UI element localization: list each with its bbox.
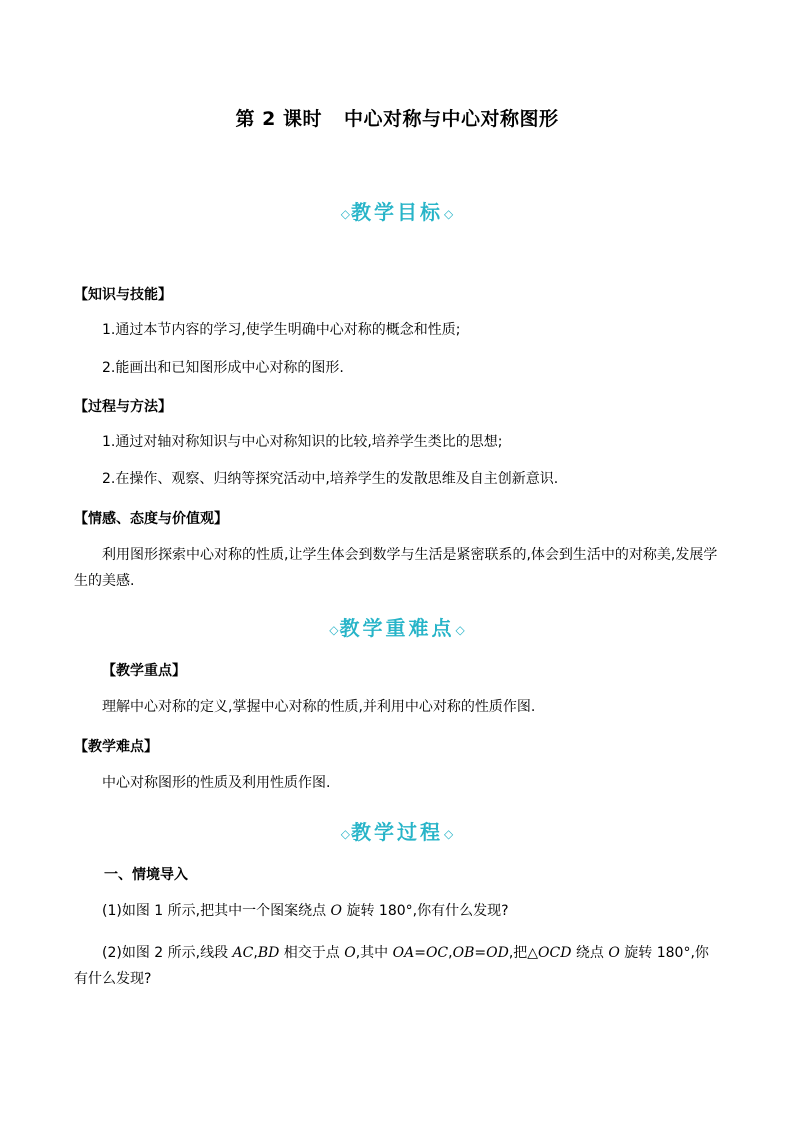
question-2-text: (2)如图 2 所示,线段 <box>102 945 233 961</box>
section-key-points <box>0 612 794 641</box>
question-1 <box>74 899 722 923</box>
diamond-icon: ◇ <box>329 622 339 637</box>
knowledge-item-1: 1.通过本节内容的学习,使学生明确中心对称的概念和性质; <box>102 322 461 338</box>
focus-item-1: 理解中心对称的定义,掌握中心对称的性质,并利用中心对称的性质作图. <box>102 699 536 715</box>
point-o: O <box>344 945 356 961</box>
section-objectives <box>0 196 794 225</box>
process-item-1: 1.通过对轴对称知识与中心对称知识的比较,培养学生类比的思想; <box>102 434 503 450</box>
lesson-title <box>0 104 794 131</box>
point-o: O <box>608 945 620 961</box>
triangle-ocd: OCD <box>538 945 572 961</box>
diamond-icon: ◇ <box>455 622 465 637</box>
question-2 <box>74 940 722 992</box>
emotion-item-1: 利用图形探索中心对称的性质,让学生体会到数学与生活是紧密联系的,体会到生活中的对称美,发展学生的美感. <box>74 547 718 589</box>
segment-ac: AC <box>232 945 254 961</box>
question-2-text: 相交于点 <box>279 945 345 961</box>
section-process <box>0 816 794 845</box>
lesson-number: 第 2 课时 <box>235 108 322 130</box>
diamond-icon: ◇ <box>444 826 454 841</box>
section-objectives-label: 教学目标 <box>351 200 443 224</box>
diamond-icon: ◇ <box>340 826 350 841</box>
point-o: O <box>330 903 343 919</box>
question-2-text: 旋转 180°,你有什么发现? <box>74 945 709 987</box>
step-heading: 一、情境导入 <box>104 867 188 883</box>
question-2-text: , <box>448 945 453 961</box>
emotion-heading: 【情感、态度与价值观】 <box>74 511 228 527</box>
question-2-text: 绕点 <box>571 945 609 961</box>
process-item-2: 2.在操作、观察、归纳等探究活动中,培养学生的发散思维及自主创新意识. <box>102 471 559 487</box>
knowledge-item-2: 2.能画出和已知图形成中心对称的图形. <box>102 360 344 376</box>
diamond-icon: ◇ <box>340 206 350 221</box>
process-heading: 【过程与方法】 <box>74 399 172 415</box>
difficulty-heading: 【教学难点】 <box>74 739 158 755</box>
equation-oa-oc: OA=OC <box>392 945 449 961</box>
question-2-text: ,把△ <box>508 945 539 961</box>
section-process-label: 教学过程 <box>351 820 443 844</box>
lesson-topic: 中心对称与中心对称图形 <box>343 108 559 130</box>
segment-bd: BD <box>257 945 280 961</box>
focus-heading: 【教学重点】 <box>102 663 186 679</box>
question-1-text-end: 旋转 180°,你有什么发现? <box>342 903 509 919</box>
diamond-icon: ◇ <box>444 206 454 221</box>
question-2-text: , <box>253 945 258 961</box>
question-2-text: ,其中 <box>355 945 393 961</box>
equation-ob-od: OB=OD <box>452 945 509 961</box>
section-key-points-label: 教学重难点 <box>339 616 455 640</box>
difficulty-item-1: 中心对称图形的性质及利用性质作图. <box>102 775 331 791</box>
question-1-text: (1)如图 1 所示,把其中一个图案绕点 <box>102 903 331 919</box>
knowledge-heading: 【知识与技能】 <box>74 287 172 303</box>
